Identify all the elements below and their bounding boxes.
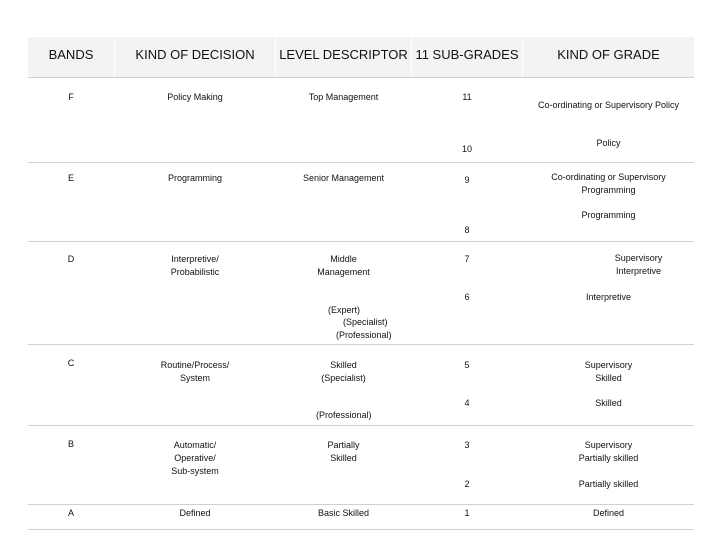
band-b: B (67, 439, 74, 449)
descriptor-d-professional: (Professional) (336, 330, 392, 340)
subgrade-7: 7 (464, 254, 470, 264)
band-e: E (67, 173, 74, 183)
descriptor-a: Basic Skilled (317, 508, 370, 518)
subgrade-9: 9 (464, 175, 470, 185)
grade-4: Skilled (595, 398, 622, 408)
subgrade-8: 8 (464, 225, 470, 235)
band-f: F (68, 92, 74, 102)
header-level-descriptor: LEVEL DESCRIPTOR (279, 47, 408, 62)
decision-f: Policy Making (167, 92, 223, 102)
grade-6: Interpretive (585, 292, 632, 302)
grade-2: Partially skilled (578, 479, 639, 489)
grade-7: Supervisory Interpretive (614, 253, 663, 276)
grade-11: Co-ordinating or Supervisory Policy (537, 100, 680, 110)
header-kind-of-decision: KIND OF DECISION (135, 47, 255, 62)
descriptor-f: Top Management (308, 92, 379, 102)
subgrade-1: 1 (464, 508, 470, 518)
subgrade-5: 5 (464, 360, 470, 370)
subgrade-2: 2 (464, 479, 470, 489)
grade-5: Supervisory Skilled (584, 360, 633, 383)
decision-d: Interpretive/ Probabilistic (170, 254, 220, 277)
row-divider (28, 425, 694, 426)
band-d: D (67, 254, 75, 264)
subgrade-4: 4 (464, 398, 470, 408)
row-divider (28, 77, 694, 78)
subgrade-3: 3 (464, 440, 470, 450)
descriptor-c-professional: (Professional) (316, 410, 372, 420)
descriptor-d-specialist: (Specialist) (343, 317, 388, 327)
row-divider (28, 162, 694, 163)
decision-c: Routine/Process/ System (160, 360, 230, 383)
header-sub-grades: 11 SUB-GRADES (415, 47, 519, 62)
header-bands: BANDS (48, 47, 94, 62)
decision-b: Automatic/ Operative/ Sub-system (171, 440, 219, 476)
row-divider (28, 504, 694, 505)
band-a: A (67, 508, 74, 518)
subgrade-11: 11 (462, 92, 472, 102)
descriptor-d-expert: (Expert) (328, 305, 361, 315)
descriptor-e: Senior Management (302, 173, 385, 183)
decision-e: Programming (167, 173, 223, 183)
descriptor-b: Partially Skilled (327, 440, 360, 463)
descriptor-c: Skilled (Specialist) (321, 360, 366, 383)
grade-8: Programming (581, 210, 636, 220)
grade-9: Co-ordinating or Supervisory Programming (551, 172, 666, 195)
subgrade-10: 10 (461, 144, 472, 154)
row-divider (28, 529, 694, 530)
subgrade-6: 6 (464, 292, 470, 302)
decision-a: Defined (179, 508, 211, 518)
header-kind-of-grade: KIND OF GRADE (557, 47, 660, 62)
descriptor-d: Middle Management (317, 254, 370, 277)
row-divider (28, 241, 694, 242)
grade-3: Supervisory Partially skilled (578, 440, 639, 463)
grade-10: Policy (596, 138, 621, 148)
band-c: C (67, 358, 75, 368)
grade-1: Defined (592, 508, 625, 518)
row-divider (28, 344, 694, 345)
